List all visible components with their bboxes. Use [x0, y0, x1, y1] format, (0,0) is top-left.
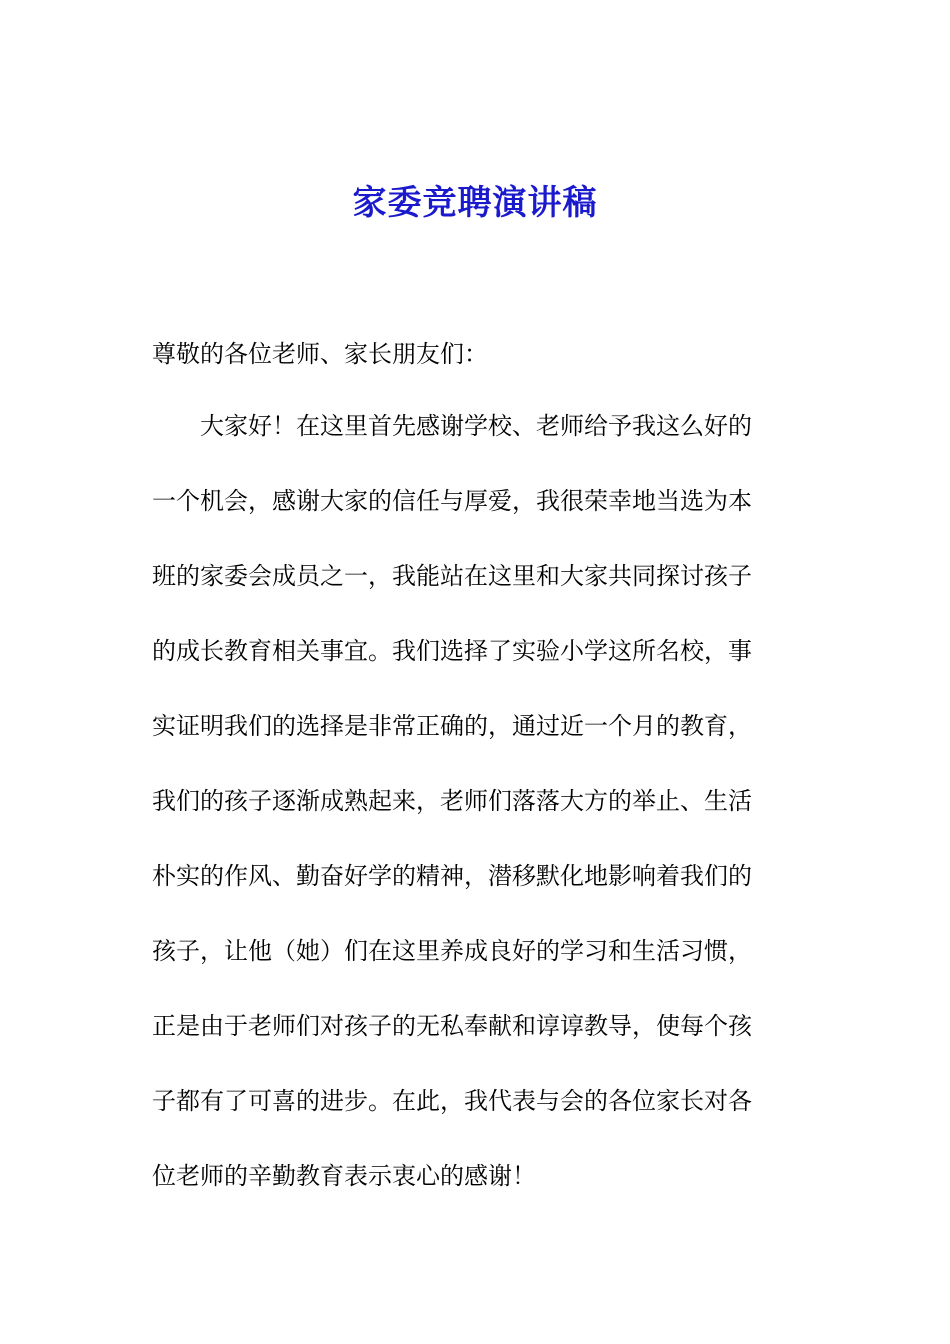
body-paragraph [152, 408, 792, 1233]
paragraph-line: 一个机会，感谢大家的信任与厚爱，我很荣幸地当选为本 [152, 487, 752, 515]
document-title: 家委竞聘演讲稿 [352, 183, 598, 223]
salutation: 尊敬的各位老师、家长朋友们： [152, 340, 488, 368]
paragraph-line: 班的家委会成员之一，我能站在这里和大家共同探讨孩子 [152, 562, 752, 590]
paragraph-line: 朴实的作风、勤奋好学的精神，潜移默化地影响着我们的 [152, 862, 752, 890]
paragraph-line: 子都有了可喜的进步。在此，我代表与会的各位家长对各 [152, 1087, 752, 1115]
paragraph-line: 位老师的辛勤教育表示衷心的感谢！ [152, 1162, 536, 1190]
paragraph-line: 大家好！在这里首先感谢学校、老师给予我这么好的 [200, 412, 752, 440]
paragraph-line: 正是由于老师们对孩子的无私奉献和谆谆教导，使每个孩 [152, 1012, 752, 1040]
paragraph-line: 实证明我们的选择是非常正确的，通过近一个月的教育， [152, 712, 752, 740]
paragraph-line: 我们的孩子逐渐成熟起来，老师们落落大方的举止、生活 [152, 787, 752, 815]
paragraph-line: 孩子，让他（她）们在这里养成良好的学习和生活习惯， [152, 937, 752, 965]
paragraph-line: 的成长教育相关事宜。我们选择了实验小学这所名校，事 [152, 637, 752, 665]
